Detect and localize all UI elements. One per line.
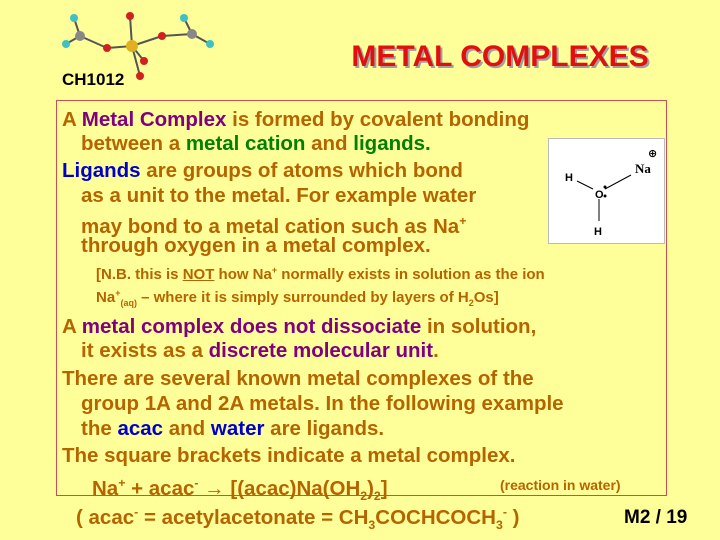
- para2-line3: may bond to a metal cation such as Na+: [81, 214, 467, 238]
- water-sodium-diagram: [548, 138, 665, 244]
- para1-line1: A Metal Complex is formed by covalent bonding: [62, 108, 530, 131]
- slide-number: M2 / 19: [624, 507, 688, 528]
- para4-line3: the acac and water are ligands.: [81, 417, 385, 440]
- reaction-note: (reaction in water): [500, 477, 621, 493]
- para5: The square brackets indicate a metal complex.: [62, 444, 516, 467]
- diagram-h-bottom: H: [594, 226, 602, 238]
- para2-line2: as a unit to the metal. For example water: [81, 184, 477, 207]
- page-title: METAL COMPLEXES: [351, 40, 649, 73]
- water-bond-icon: [549, 139, 664, 243]
- note-line2: $Na^+_{(aq)}$ – where it is simply surrounded by layers of $H_2Os$]: [96, 288, 499, 308]
- para4-line2: group 1A and 2A metals. In the following example: [81, 392, 564, 415]
- para4-line1: There are several known metal complexes of the: [62, 367, 534, 390]
- diagram-charge: ⊕: [648, 147, 658, 160]
- diagram-o: O: [595, 189, 604, 201]
- reaction-equation: Na+ + acac- → $[(acac)Na(OH_2)_2]$: [92, 476, 388, 503]
- para2-line1: Ligands are groups of atoms which bond: [62, 159, 463, 182]
- note-line1: [N.B. this is NOT how Na+ normally exists in solution as the ion: [96, 265, 545, 283]
- para3-line2: it exists as a discrete molecular unit.: [81, 339, 439, 362]
- acac-definition: ( acac- = acetylacetonate = $CH_3COCHCOCH_3^-$ ): [76, 505, 520, 532]
- course-code: CH1012: [62, 70, 125, 89]
- diagram-na: Na: [635, 161, 651, 176]
- para3-line1: A metal complex does not dissociate in solution,: [62, 315, 537, 338]
- diagram-h-top: H: [565, 172, 573, 184]
- arrow-icon: →: [204, 476, 225, 500]
- para2-line4: through oxygen in a metal complex.: [81, 234, 431, 257]
- para1-line2: between a metal cation and ligands.: [81, 132, 431, 155]
